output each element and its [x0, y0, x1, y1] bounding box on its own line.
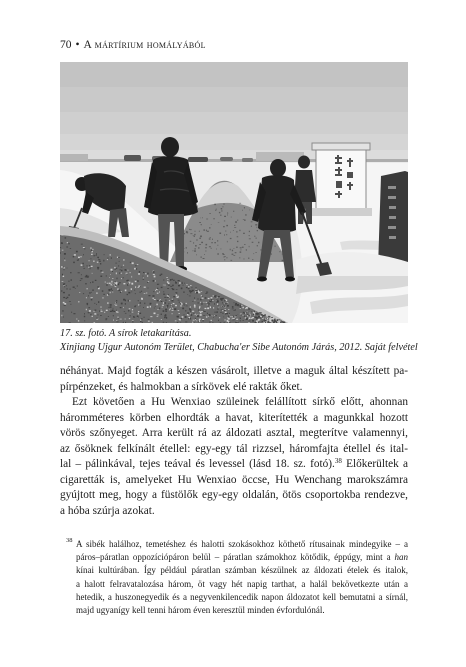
body-line-text: Előkerültek a: [341, 458, 408, 470]
footnote-line: hetedik, a huszonegyedik és a negyvenkilencedik napon áldozatot kell bemutatni a sírnál,: [76, 591, 408, 602]
body-line: néhányat. Majd fogták a készen vásárolt, illetve a maguk által készített pa-: [60, 365, 408, 377]
footnote-line: kínai kultúrában. Így például páratlan számban készülnek az áldozati ételek és italok,: [76, 565, 408, 576]
gravestone-white-cap: [312, 143, 370, 150]
footnote-line: majd ugyanígy kell tenni három éven keresztül minden évfordulónál.: [76, 604, 325, 615]
body-line: gyújtott meg, hogy a füstölők egy-egy oldalán, ötös csoportokba rendezve,: [60, 489, 408, 501]
body-line: vörös szőnyeget. Arra került rá az áldozati asztal, megterítve valamennyi,: [60, 427, 408, 439]
page-number: 70: [60, 39, 72, 51]
gravestone-dark: [378, 171, 408, 268]
photo-grave-cleaning: [60, 62, 408, 323]
body-line: háromméteres körben elhordták a havat, kiterítették a magunkkal hozott: [60, 411, 408, 424]
vehicle: [124, 155, 141, 161]
vehicle: [188, 157, 208, 162]
vehicle: [220, 157, 233, 161]
gravestone-base: [310, 208, 372, 216]
footnote-number: 38: [66, 537, 73, 544]
footnote-line: A sibék halálhoz, temetéshez és halotti szokásokhoz köthető rítusainak mindegyike – a: [76, 539, 408, 549]
gravestone-dark-slab: [378, 171, 408, 268]
figure-caption-source: Xinjiang Ujgur Autonóm Terület, Chabucha'er Sibe Autonóm Járás, 2012. Saját felvétel: [60, 342, 418, 353]
footnote-line-text: páros–páratlan oppozíciópáron belül – páratlan számokhoz kötődik, éppúgy, mint a: [76, 552, 395, 563]
person-shoveling-jacket: [258, 175, 296, 233]
footnote-line: a halott felravatalozása három, öt vagy hét napig tarthat, a halál bekövetkezte után a: [76, 578, 408, 589]
person-standing-head: [161, 137, 179, 157]
body-line-text: lal – pálinkával, tejes teával és levessel (lásd 18. sz. fotó).: [60, 458, 335, 470]
distant-building: [60, 154, 88, 161]
body-line: pírpénzeket, és halmokban a sírkövek elé rakták őket.: [60, 380, 303, 393]
footnote: [76, 538, 408, 617]
person-shoveling-head: [270, 159, 286, 177]
body-text: [60, 364, 408, 519]
figure-caption-title: 17. sz. fotó. A sírok letakarítása.: [60, 328, 192, 339]
vehicle: [242, 158, 253, 162]
body-line: Ezt követően a Hu Wenxiao szüleinek felállított sírkő előtt, ahonnan: [72, 396, 408, 408]
footnote-italic-term: han: [394, 552, 408, 563]
person-background-head: [298, 156, 310, 169]
header-separator: •: [75, 39, 80, 51]
body-line: [60, 457, 408, 473]
body-line: cigaretták is, amelyeket Hu Wenxiao öccse, Hu Wenchang marokszámra: [60, 473, 408, 486]
person-shoveling-shoe: [285, 277, 295, 282]
person-shoveling-shoe: [257, 277, 267, 282]
body-line: a hóba szúrja azokat.: [60, 504, 155, 517]
gravestone-white: [310, 143, 372, 216]
running-header: [60, 38, 206, 52]
footnote-ref: 38: [334, 457, 342, 465]
running-title: A mártírium homályából: [83, 39, 206, 51]
footnote-line: [76, 551, 408, 564]
body-line: az ősöknek felkínált étellel: egy-egy tál rizzsel, háromfajta étellel és ital-: [60, 442, 408, 455]
